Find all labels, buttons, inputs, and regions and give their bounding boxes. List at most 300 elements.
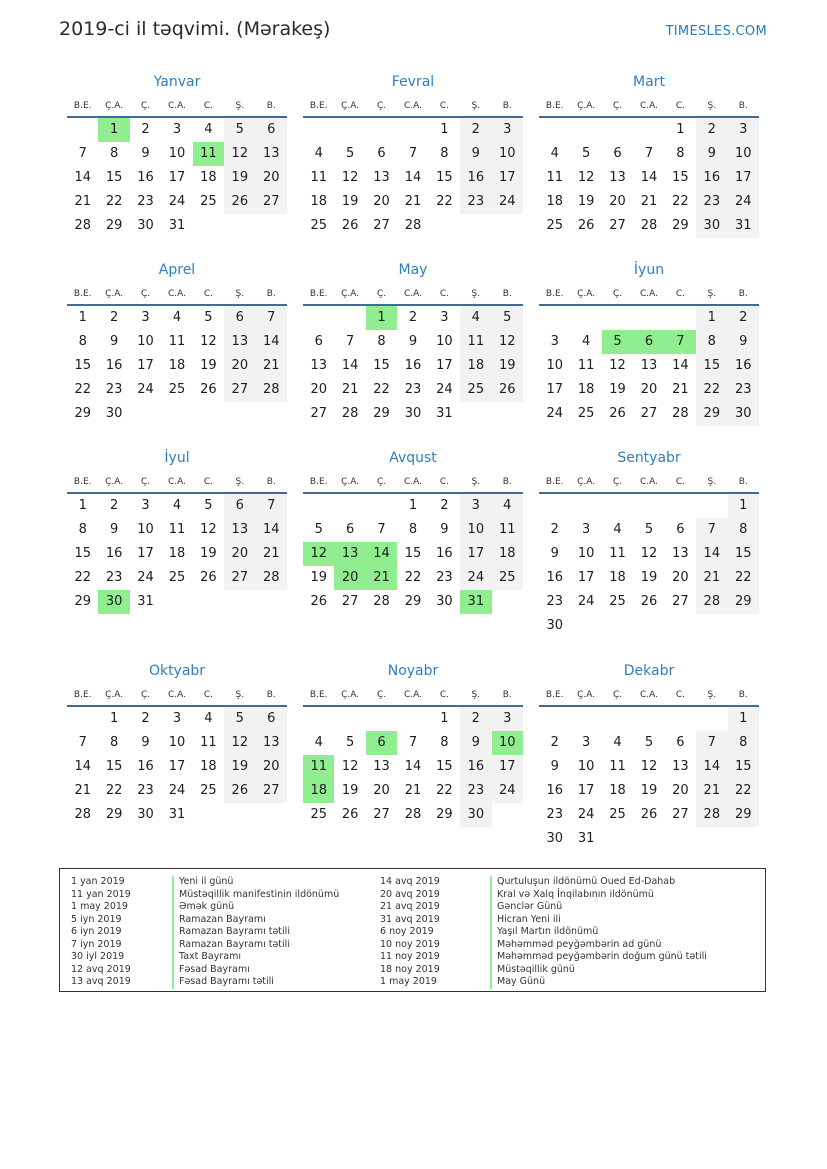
day-cell: 4 [172, 498, 182, 513]
day-cell: 14 [74, 759, 91, 774]
weekday-label: Ç. [140, 477, 151, 487]
weekday-label: B.E. [309, 101, 328, 111]
day-cell: 5 [581, 146, 591, 161]
holiday-day-cell: 11 [193, 142, 224, 166]
weekday-label: Ç. [612, 289, 623, 299]
weekday-label: C.A. [639, 477, 658, 487]
weekday-label: B.E. [73, 690, 92, 700]
day-cell: 24 [728, 190, 759, 214]
weekday-label: C. [203, 289, 213, 299]
day-cell: 22 [373, 382, 390, 397]
weekday-label: B. [738, 289, 748, 299]
holiday-day-cell: 20 [334, 566, 365, 590]
empty-cell [696, 707, 727, 731]
month-name: İyul [164, 450, 190, 466]
day-cell: 3 [728, 118, 759, 142]
day-cell: 15 [436, 759, 453, 774]
day-cell: 18 [546, 194, 563, 209]
day-cell: 29 [728, 803, 759, 827]
day-cell: 17 [137, 358, 154, 373]
day-grid [303, 494, 523, 614]
empty-cell [633, 118, 664, 142]
holiday-day-cell: 31 [460, 590, 491, 614]
weekday-label: Ş. [707, 477, 717, 487]
day-grid [539, 118, 759, 238]
weekday-label: Ş. [707, 101, 717, 111]
empty-cell [303, 306, 334, 330]
weekday-label: B. [502, 477, 512, 487]
day-cell: 20 [310, 382, 327, 397]
holiday-day-cell: 11 [303, 755, 334, 779]
day-cell: 6 [256, 707, 287, 731]
day-cell: 29 [728, 590, 759, 614]
weekday-label: Ş. [235, 690, 245, 700]
day-cell: 25 [546, 218, 563, 233]
weekday-label: B.E. [73, 101, 92, 111]
day-cell: 16 [137, 759, 154, 774]
month-block [303, 661, 523, 827]
day-cell: 27 [341, 594, 359, 609]
weekday-label: C.A. [639, 101, 658, 111]
month-name: Aprel [158, 262, 196, 278]
day-cell: 31 [168, 807, 186, 822]
weekday-label: B. [738, 690, 748, 700]
legend-holiday-name: Ramazan Bayramı tətili [172, 926, 339, 939]
day-cell: 1 [676, 122, 685, 137]
day-cell: 5 [345, 735, 355, 750]
empty-cell [539, 118, 570, 142]
day-cell: 27 [310, 406, 327, 421]
day-grid [67, 306, 287, 426]
day-cell: 15 [696, 354, 727, 378]
empty-cell [602, 118, 633, 142]
day-cell: 21 [404, 783, 422, 798]
day-cell: 27 [609, 218, 626, 233]
day-cell: 3 [581, 522, 591, 537]
day-cell: 25 [200, 194, 217, 209]
weekday-label: Ç.A. [341, 477, 360, 487]
day-cell: 25 [310, 218, 327, 233]
empty-cell [67, 118, 98, 142]
month-block [67, 72, 287, 238]
day-cell: 30 [546, 618, 563, 633]
day-cell: 23 [696, 190, 727, 214]
day-cell: 6 [345, 522, 355, 537]
day-cell: 19 [341, 783, 359, 798]
legend-holiday-name: Yeni il günü [172, 876, 339, 889]
weekday-label: B. [738, 477, 748, 487]
day-cell: 1 [408, 498, 418, 513]
day-cell: 16 [460, 755, 491, 779]
day-cell: 6 [613, 146, 622, 161]
weekday-label: B. [266, 690, 276, 700]
day-cell: 24 [460, 566, 491, 590]
day-cell: 2 [460, 118, 491, 142]
day-cell: 26 [341, 807, 359, 822]
day-cell: 24 [137, 570, 154, 585]
legend-date: 31 avq 2019 [380, 913, 440, 925]
day-cell: 17 [492, 166, 523, 190]
empty-cell [366, 707, 397, 731]
empty-cell [366, 118, 397, 142]
day-cell: 13 [256, 142, 287, 166]
day-cell: 9 [460, 731, 491, 755]
day-cell: 31 [436, 406, 453, 421]
day-cell: 11 [168, 522, 186, 537]
day-cell: 8 [78, 334, 87, 349]
empty-cell [334, 494, 365, 518]
month-block [539, 661, 759, 851]
empty-cell [665, 494, 696, 518]
weekday-label: B.E. [73, 477, 92, 487]
day-cell: 1 [440, 711, 449, 726]
day-cell: 17 [492, 755, 523, 779]
month-name: Fevral [391, 74, 435, 90]
day-cell: 13 [310, 358, 327, 373]
day-cell: 2 [728, 306, 759, 330]
day-cell: 18 [460, 354, 491, 378]
day-cell: 29 [672, 218, 689, 233]
legend-right-names [490, 876, 707, 989]
day-cell: 12 [609, 358, 626, 373]
day-grid [539, 306, 759, 426]
day-cell: 4 [581, 334, 591, 349]
weekday-label: C. [675, 690, 685, 700]
day-cell: 10 [492, 142, 523, 166]
day-cell: 3 [141, 310, 150, 325]
day-cell: 23 [436, 570, 453, 585]
day-cell: 10 [168, 735, 186, 750]
day-cell: 11 [310, 170, 327, 185]
weekday-header [303, 94, 523, 118]
day-cell: 26 [492, 378, 523, 402]
day-cell: 27 [224, 566, 255, 590]
day-cell: 27 [672, 807, 689, 822]
weekday-label: Ç.A. [105, 101, 124, 111]
weekday-label: B. [502, 289, 512, 299]
day-cell: 26 [200, 382, 217, 397]
day-cell: 10 [577, 546, 595, 561]
day-cell: 26 [200, 570, 217, 585]
legend-date: 1 yan 2019 [71, 876, 125, 887]
weekday-label: Ş. [471, 477, 481, 487]
day-cell: 24 [168, 783, 186, 798]
day-cell: 6 [314, 334, 323, 349]
day-cell: 26 [341, 218, 359, 233]
day-cell: 21 [341, 382, 359, 397]
day-cell: 25 [200, 783, 217, 798]
day-cell: 3 [492, 118, 523, 142]
day-cell: 25 [609, 594, 626, 609]
day-cell: 29 [74, 406, 91, 421]
day-cell: 21 [672, 382, 689, 397]
day-cell: 15 [404, 546, 422, 561]
day-cell: 15 [728, 755, 759, 779]
legend-date: 14 avq 2019 [380, 876, 440, 887]
day-cell: 17 [460, 542, 491, 566]
day-cell: 5 [204, 498, 213, 513]
weekday-label: Ç. [140, 101, 151, 111]
legend-date: 12 avq 2019 [71, 963, 131, 975]
day-cell: 12 [224, 731, 255, 755]
day-cell: 6 [676, 522, 685, 537]
day-cell: 18 [200, 170, 217, 185]
day-cell: 28 [404, 218, 422, 233]
day-cell: 14 [672, 358, 689, 373]
day-cell: 12 [492, 330, 523, 354]
weekday-label: Ç. [376, 690, 387, 700]
weekday-label: Ç. [612, 477, 623, 487]
day-cell: 8 [440, 735, 449, 750]
day-cell: 19 [492, 354, 523, 378]
empty-cell [334, 707, 365, 731]
month-name: İyun [633, 262, 665, 278]
day-cell: 18 [310, 194, 327, 209]
day-cell: 17 [577, 570, 595, 585]
weekday-label: B.E. [545, 289, 564, 299]
weekday-label: Ş. [707, 690, 717, 700]
day-cell: 3 [550, 334, 559, 349]
day-cell: 7 [408, 735, 418, 750]
weekday-label: Ç.A. [577, 101, 596, 111]
day-cell: 26 [224, 779, 255, 803]
day-grid [303, 306, 523, 426]
day-cell: 23 [546, 807, 563, 822]
day-cell: 27 [256, 190, 287, 214]
weekday-label: Ş. [235, 101, 245, 111]
day-cell: 21 [256, 542, 287, 566]
day-cell: 27 [224, 378, 255, 402]
day-cell: 28 [256, 378, 287, 402]
day-cell: 9 [550, 546, 559, 561]
day-cell: 30 [105, 406, 123, 421]
day-cell: 28 [74, 807, 91, 822]
day-cell: 23 [460, 190, 491, 214]
empty-cell [696, 494, 727, 518]
day-cell: 29 [74, 594, 91, 609]
legend-date: 1 may 2019 [380, 976, 437, 987]
day-cell: 1 [109, 711, 119, 726]
legend-date: 6 noy 2019 [380, 926, 434, 937]
day-cell: 7 [78, 146, 87, 161]
day-cell: 11 [200, 735, 217, 750]
day-cell: 7 [256, 494, 287, 518]
day-cell: 8 [408, 522, 418, 537]
day-cell: 10 [137, 334, 154, 349]
day-cell: 2 [460, 707, 491, 731]
day-cell: 24 [577, 807, 595, 822]
day-cell: 13 [256, 731, 287, 755]
weekday-label: B. [266, 477, 276, 487]
empty-cell [665, 306, 696, 330]
day-cell: 9 [696, 142, 727, 166]
day-cell: 13 [224, 330, 255, 354]
day-cell: 27 [373, 218, 390, 233]
day-cell: 22 [404, 570, 422, 585]
day-cell: 30 [436, 594, 453, 609]
legend-right-dates [380, 876, 440, 989]
weekday-label: C.A. [167, 477, 186, 487]
day-cell: 11 [492, 518, 523, 542]
legend-holiday-name: Kral və Xalq İnqilabının ildönümü [490, 889, 707, 902]
day-cell: 11 [577, 358, 595, 373]
day-cell: 23 [137, 783, 154, 798]
day-cell: 18 [200, 759, 217, 774]
legend-date: 18 noy 2019 [380, 963, 440, 975]
holiday-day-cell: 1 [366, 306, 397, 330]
day-cell: 2 [408, 310, 418, 325]
day-cell: 12 [577, 170, 595, 185]
month-name: Dekabr [623, 663, 675, 679]
legend-date: 6 iyn 2019 [71, 926, 122, 937]
weekday-label: B.E. [545, 477, 564, 487]
day-cell: 4 [492, 494, 523, 518]
month-block [303, 260, 523, 426]
day-cell: 28 [696, 590, 727, 614]
page-title: 2019-ci il təqvimi. (Mərakeş) [59, 18, 331, 40]
day-cell: 25 [609, 807, 626, 822]
empty-cell [67, 707, 98, 731]
day-cell: 9 [408, 334, 418, 349]
empty-cell [397, 118, 428, 142]
day-cell: 6 [224, 306, 255, 330]
legend-date: 30 iyl 2019 [71, 951, 125, 962]
brand-link[interactable]: TIMESLES.COM [665, 24, 767, 39]
day-cell: 1 [78, 310, 87, 325]
empty-cell [303, 707, 334, 731]
weekday-label: C.A. [403, 289, 422, 299]
day-cell: 30 [137, 807, 154, 822]
day-cell: 4 [204, 711, 213, 726]
day-cell: 11 [609, 759, 626, 774]
day-grid [539, 494, 759, 638]
day-cell: 15 [74, 358, 91, 373]
legend-holiday-name: Yaşıl Martın ildönümü [490, 926, 707, 939]
day-cell: 2 [109, 310, 119, 325]
weekday-header [67, 94, 287, 118]
day-cell: 2 [109, 498, 119, 513]
day-cell: 29 [436, 807, 453, 822]
empty-cell [570, 118, 601, 142]
day-cell: 14 [256, 330, 287, 354]
holiday-day-cell: 10 [492, 731, 523, 755]
day-cell: 19 [200, 546, 217, 561]
legend-holiday-name: Müstəqillik günü [490, 964, 707, 977]
day-cell: 9 [109, 522, 119, 537]
month-name: Noyabr [387, 663, 439, 679]
weekday-label: B.E. [309, 477, 328, 487]
day-cell: 20 [256, 755, 287, 779]
day-cell: 19 [341, 194, 359, 209]
day-grid [303, 707, 523, 827]
empty-cell [602, 306, 633, 330]
day-cell: 21 [74, 194, 91, 209]
day-cell: 6 [676, 735, 685, 750]
month-block [303, 72, 523, 238]
day-cell: 14 [640, 170, 658, 185]
month-block [539, 72, 759, 238]
day-grid [67, 118, 287, 238]
weekday-label: Ş. [471, 690, 481, 700]
day-cell: 14 [341, 358, 359, 373]
month-block [539, 260, 759, 426]
day-cell: 31 [137, 594, 154, 609]
day-cell: 17 [436, 358, 453, 373]
weekday-header [539, 282, 759, 306]
day-cell: 6 [377, 146, 386, 161]
weekday-label: Ş. [471, 289, 481, 299]
weekday-label: C. [675, 477, 685, 487]
month-name: Oktyabr [148, 663, 206, 679]
weekday-header [303, 683, 523, 707]
day-cell: 24 [168, 194, 186, 209]
legend-date: 1 may 2019 [71, 901, 128, 912]
day-cell: 16 [546, 570, 563, 585]
month-block [539, 448, 759, 638]
month-block [67, 661, 287, 827]
day-cell: 16 [436, 546, 453, 561]
day-cell: 28 [696, 803, 727, 827]
day-cell: 6 [256, 118, 287, 142]
day-cell: 15 [728, 542, 759, 566]
day-cell: 13 [609, 170, 626, 185]
day-cell: 18 [168, 546, 186, 561]
day-cell: 10 [168, 146, 186, 161]
day-cell: 16 [728, 354, 759, 378]
empty-cell [602, 494, 633, 518]
day-cell: 4 [460, 306, 491, 330]
weekday-label: Ş. [707, 289, 717, 299]
day-cell: 30 [404, 406, 422, 421]
day-cell: 18 [492, 542, 523, 566]
weekday-label: Ç.A. [105, 289, 124, 299]
legend-holiday-name: Fəsad Bayramı [172, 964, 339, 977]
holiday-day-cell: 12 [303, 542, 334, 566]
weekday-label: Ç. [376, 289, 387, 299]
day-cell: 15 [105, 759, 123, 774]
month-block [67, 448, 287, 614]
day-cell: 21 [404, 194, 422, 209]
day-cell: 18 [609, 570, 626, 585]
weekday-label: C.A. [403, 690, 422, 700]
day-cell: 11 [460, 330, 491, 354]
weekday-header [303, 282, 523, 306]
day-cell: 15 [436, 170, 453, 185]
day-cell: 3 [460, 494, 491, 518]
day-cell: 23 [105, 570, 123, 585]
day-cell: 29 [105, 807, 123, 822]
weekday-label: Ç.A. [577, 477, 596, 487]
day-cell: 7 [408, 146, 418, 161]
day-cell: 17 [168, 170, 186, 185]
day-cell: 16 [105, 358, 123, 373]
month-name: May [398, 262, 428, 278]
empty-cell [539, 707, 570, 731]
day-cell: 10 [546, 358, 563, 373]
weekday-header [539, 470, 759, 494]
day-cell: 23 [546, 594, 563, 609]
day-cell: 15 [672, 170, 689, 185]
holiday-day-cell: 6 [633, 330, 664, 354]
month-name: Mart [633, 74, 665, 90]
day-cell: 8 [377, 334, 386, 349]
day-cell: 3 [141, 498, 150, 513]
weekday-label: Ç. [376, 101, 387, 111]
day-cell: 25 [492, 566, 523, 590]
day-cell: 9 [550, 759, 559, 774]
day-cell: 2 [696, 118, 727, 142]
day-cell: 7 [377, 522, 386, 537]
